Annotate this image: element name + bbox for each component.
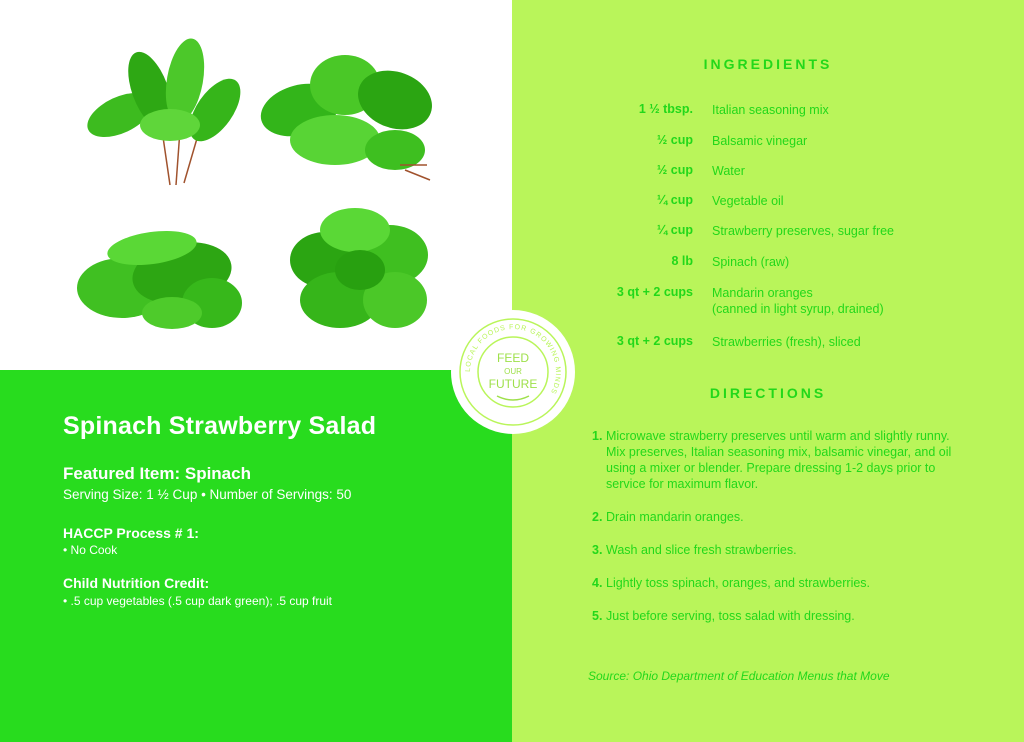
ingredients-heading: INGREDIENTS: [703, 56, 833, 72]
spinach-bunch-image: [255, 40, 440, 190]
ingredient-name: Vegetable oil: [712, 194, 784, 208]
ingredient-qty: 3 qt + 2 cups: [616, 285, 693, 299]
recipe-title: Spinach Strawberry Salad: [63, 412, 377, 440]
feed-our-future-logo: [449, 308, 577, 436]
recipe-details-panel: [512, 0, 1024, 742]
ingredient-name: Balsamic vinegar: [712, 134, 808, 148]
step-text: Microwave strawberry preserves until warm and slightly runny. Mix preserves, Italian seasoning mix, balsamic vinegar, and oil using a mixer or blender. Prepare dressing 1-2 days prior to service for maximum flavor.: [606, 429, 952, 491]
ingredient-qty: 1 ½ tbsp.: [638, 102, 693, 116]
step-text: Lightly toss spinach, oranges, and strawberries.: [606, 576, 871, 590]
ingredient-qty: ½ cup: [656, 163, 693, 177]
ingredient-qty: 3 qt + 2 cups: [616, 334, 693, 348]
step-number: 5.: [592, 609, 603, 623]
credit-heading: Child Nutrition Credit:: [63, 575, 210, 591]
serving-info: Serving Size: 1 ½ Cup • Number of Servings: 50: [63, 487, 352, 502]
step-number: 3.: [592, 543, 603, 557]
step-text: Drain mandarin oranges.: [606, 510, 744, 524]
ingredient-qty: ¼ cup: [656, 193, 693, 207]
step-text: Wash and slice fresh strawberries.: [606, 543, 797, 557]
step-number: 4.: [592, 576, 603, 590]
logo-ring-text: LOCAL FOODS FOR GROWING MINDS: [464, 323, 562, 396]
ingredient-qty: ¼ cup: [656, 223, 693, 237]
directions-heading: DIRECTIONS: [709, 385, 827, 401]
directions-list: [592, 428, 952, 641]
step-text: Just before serving, toss salad with dressing.: [606, 609, 855, 623]
ingredient-name: Water: [712, 164, 745, 178]
logo-line3: FUTURE: [488, 377, 538, 391]
haccp-item: • No Cook: [63, 543, 118, 557]
ingredient-note: (canned in light syrup, drained): [712, 302, 884, 316]
direction-step: [592, 608, 952, 624]
ingredient-qty: ½ cup: [656, 133, 693, 147]
ingredient-qty: 8 lb: [671, 254, 693, 268]
logo-line1: FEED: [496, 351, 530, 365]
spinach-bunch-image: [80, 35, 245, 190]
direction-step: [592, 575, 952, 591]
ingredient-name: Strawberries (fresh), sliced: [712, 335, 861, 349]
step-number: 2.: [592, 510, 603, 524]
ingredient-name: Mandarin oranges: [712, 286, 813, 300]
recipe-info-panel: [0, 370, 512, 742]
haccp-heading: HACCP Process # 1:: [63, 525, 199, 541]
ingredient-name: Italian seasoning mix: [712, 103, 829, 117]
featured-item: Featured Item: Spinach: [63, 464, 251, 483]
direction-step: [592, 542, 952, 558]
ingredient-name: Spinach (raw): [712, 255, 790, 269]
spinach-bunch-image: [72, 218, 247, 333]
spinach-bunch-image: [280, 200, 440, 335]
ingredient-name: Strawberry preserves, sugar free: [712, 224, 895, 238]
credit-item: • .5 cup vegetables (.5 cup dark green); .5 cup fruit: [63, 594, 333, 608]
spinach-photo: [0, 0, 512, 370]
step-number: 1.: [592, 429, 603, 443]
direction-step: [592, 509, 952, 525]
logo-line2: OUR: [504, 367, 522, 376]
recipe-source: Source: Ohio Department of Education Menus that Move: [588, 669, 890, 683]
direction-step: [592, 428, 952, 492]
